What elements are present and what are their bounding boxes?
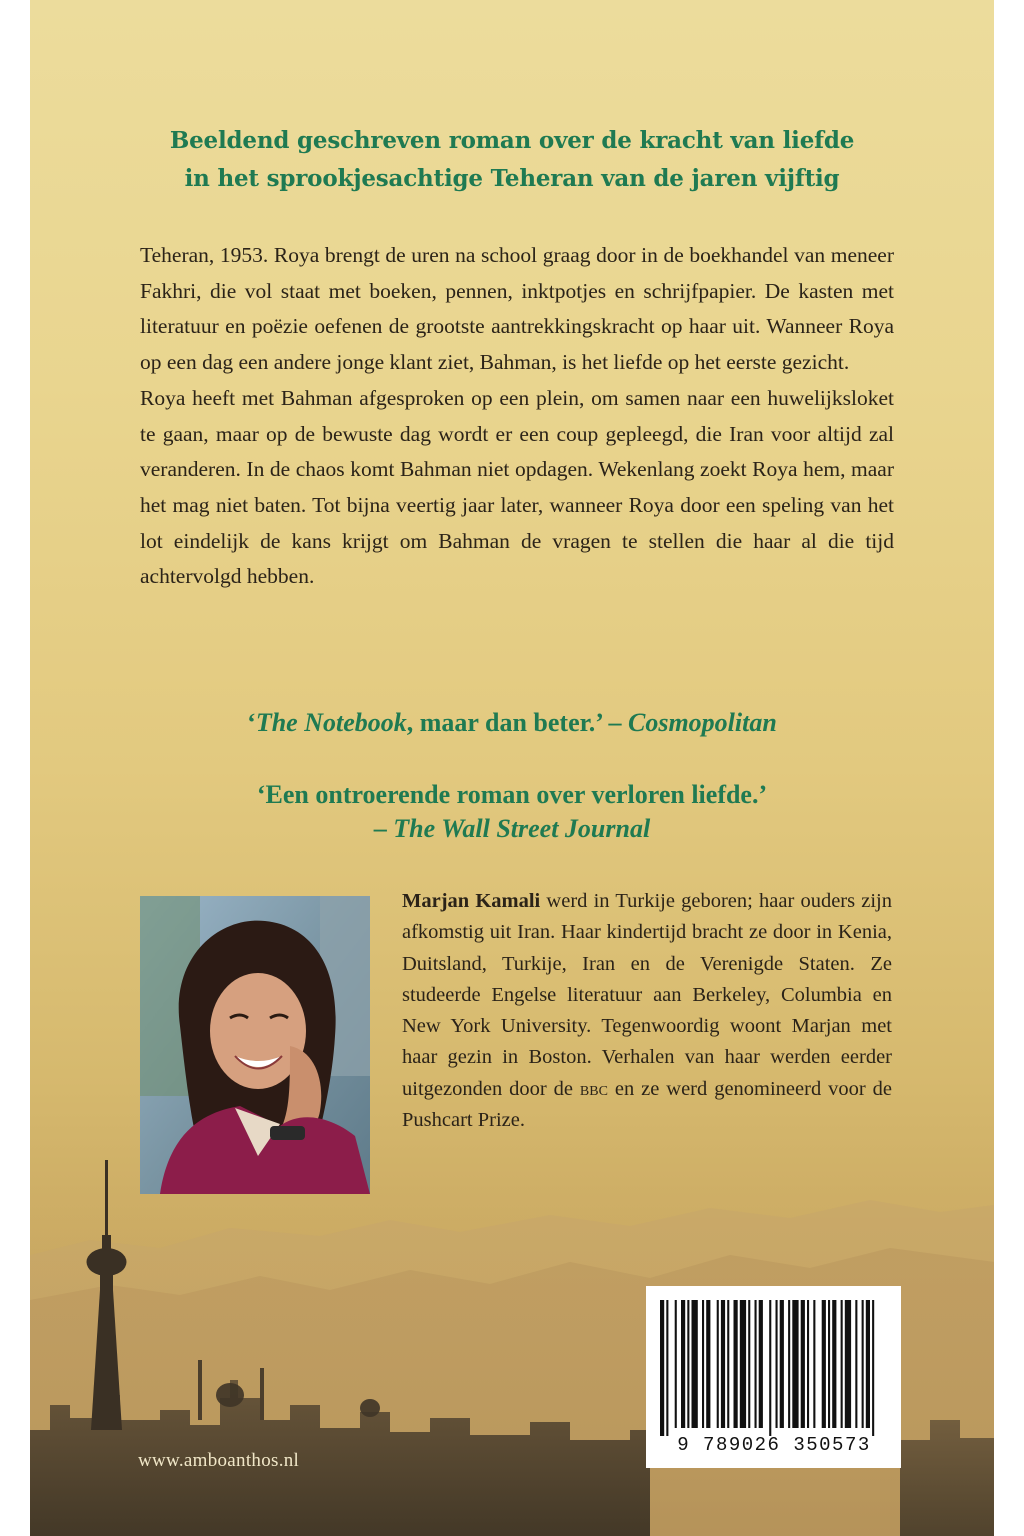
bio-text-b: en ze werd genomineerd voor de Pushcart Prize. [402,1077,892,1132]
tagline-line-1: Beeldend geschreven roman over de kracht van liefde [169,127,855,154]
author-photo [140,896,370,1194]
blurb-paragraph-2: Roya heeft met Bahman afgesproken op een plein, om samen naar een huwelijksloket te gaan, maar op de bewuste dag wordt er een coup gepleegd, die Iran voor altijd zal veranderen. In de chaos komt Bahman niet opdagen. Wekenlang zoekt Roya hem, maar het mag niet baten. Tot bijna veertig jaar later, wanneer Roya door een speling van het lot eindelijk de kans krijgt om Bahman de vragen te stellen die haar al die tijd achtervolgd hebben. [140,385,894,589]
quote-source: Cosmopolitan [628,708,777,737]
book-back-cover [30,0,994,1536]
blurb [140,238,894,595]
bbc-label: bbc [579,1077,608,1100]
tagline [30,122,994,198]
tagline-line-2: in het sprookjesachtige Teheran van de jaren vijftig [184,165,840,192]
quote-text: , maar dan beter.’ – [406,708,628,737]
quote-title: The Notebook [255,708,407,737]
review-quote-wsj: ‘Een ontroerende roman over verloren liefde.’ [256,780,768,809]
quote-open-mark: ‘ [247,708,256,737]
quote-source: The Wall Street Journal [393,814,651,843]
quote-dash: – [373,814,394,843]
author-bio [402,886,892,1136]
review-quote-wsj-source [30,812,994,846]
barcode-bars [646,1286,901,1436]
isbn-number: 9 789026 350573 [677,1434,871,1456]
bio-text-a: werd in Turkije geboren; haar ouders zijn afkomstig uit Iran. Haar kindertijd bracht ze door in Kenia, Duitsland, Turkije, Iran en de Verenigde Staten. Ze studeerde Engelse literatuur aan Berkeley, Columbia en New York University. Tegenwoordig woont Marjan met haar gezin in Boston. Verhalen van haar werden eerder uitgezonden door de [402,890,893,1100]
blurb-paragraph-1: Teheran, 1953. Roya brengt de uren na school graag door in de boekhandel van meneer Fakhri, die vol staat met boeken, pennen, inktpotjes en schrijfpapier. De kasten met literatuur en poëzie oefenen de grootste aantrekkingskracht op haar uit. Wanneer Roya op een dag een andere jonge klant ziet, Bahman, is het liefde op het eerste gezicht. [140,243,894,375]
isbn-barcode [646,1286,901,1468]
author-name: Marjan Kamali [402,890,541,912]
publisher-website[interactable]: www.amboanthos.nl [138,1450,300,1471]
review-quote-cosmopolitan [30,706,994,740]
